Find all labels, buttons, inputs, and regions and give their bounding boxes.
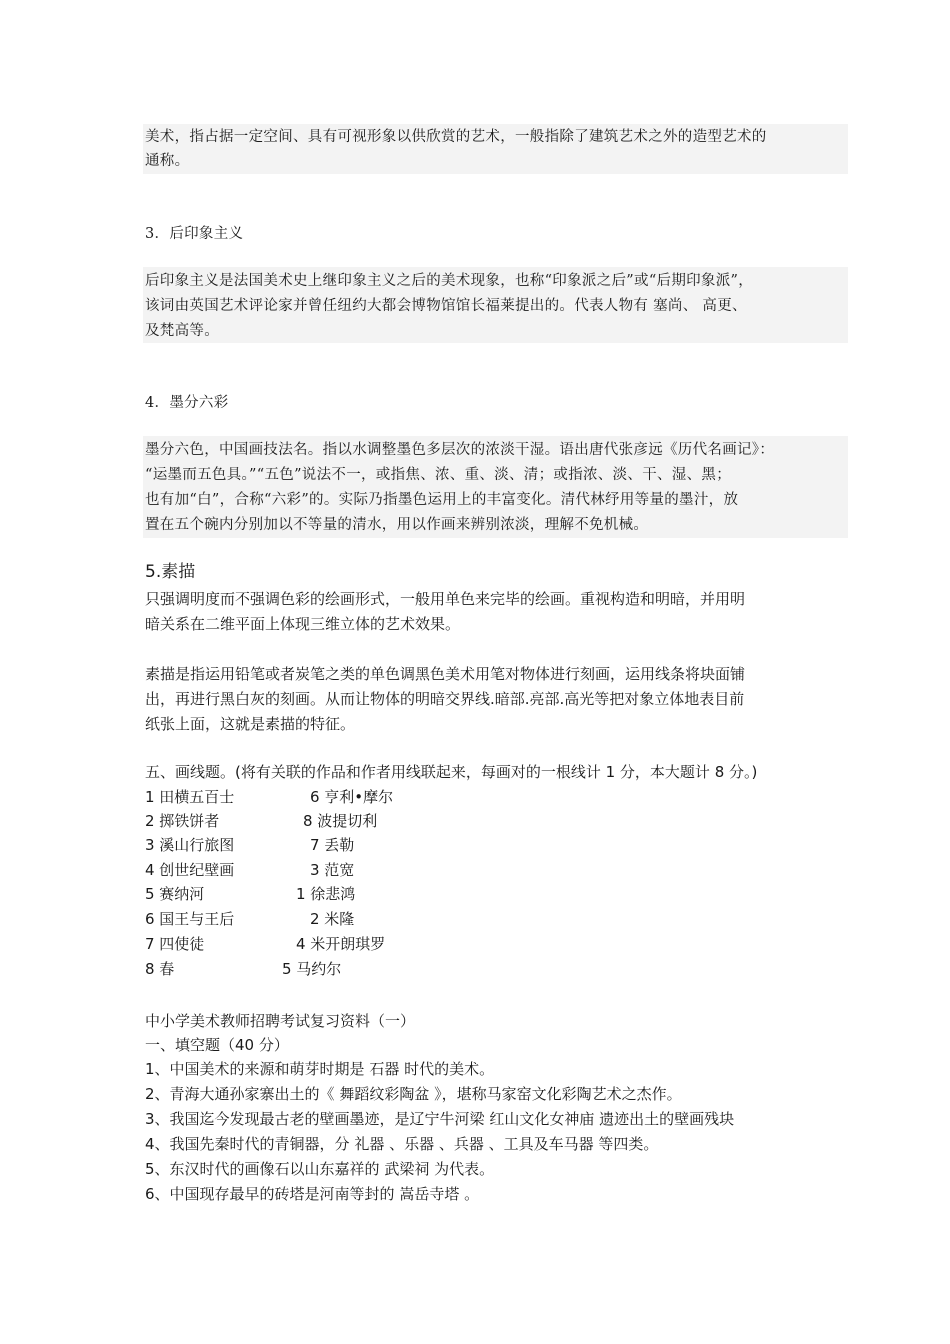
fill-item: 5、东汉时代的画像石以山东嘉祥的 武梁祠 为代表。 [145, 1160, 495, 1178]
fill-item: 4、我国先秦时代的青铜器，分 礼器 、乐器 、兵器 、工具及车马器 等四类。 [145, 1135, 659, 1153]
matching-right: 5 马约尔 [282, 960, 342, 978]
matching-right: 8 波提切利 [303, 812, 378, 830]
paragraph-line: 暗关系在二维平面上体现三维立体的艺术效果。 [145, 615, 461, 633]
question-title: 五、画线题。(将有关联的作品和作者用线联起来，每画对的一根线计 1 分，本大题计 8 分。) [145, 763, 758, 781]
paragraph-line: 纸张上面，这就是素描的特征。 [145, 715, 356, 733]
fill-item: 6、中国现存最早的砖塔是河南等封的 嵩岳寺塔 。 [145, 1185, 480, 1203]
paragraph-line: 只强调明度而不强调色彩的绘画形式，一般用单色来完毕的绘画。重视构造和明暗，并用明 [145, 590, 746, 608]
paragraph-line: 美术，指占据一定空间、具有可视形象以供欣赏的艺术，一般指除了建筑艺术之外的造型艺术的 [145, 129, 767, 145]
paragraph-line: 也有加“白”，合称“六彩”的。实际乃指墨色运用上的丰富变化。清代林纾用等量的墨汁，放 [145, 492, 739, 508]
section-title: 中小学美术教师招聘考试复习资料（一） [145, 1012, 416, 1030]
paragraph-line: 及梵高等。 [145, 323, 219, 339]
paragraph-line: 该词由英国艺术评论家并曾任纽约大都会博物馆馆长福莱提出的。代表人物有 塞尚、 高更、 [145, 298, 747, 314]
paragraph-line: 素描是指运用铅笔或者炭笔之类的单色调黑色美术用笔对物体进行刻画，运用线条将块面铺 [145, 665, 746, 683]
matching-right: 2 米隆 [310, 910, 355, 928]
paragraph-line: 出，再进行黑白灰的刻画。从而让物体的明暗交界线.暗部.亮部.高光等把对象立体地表目前 [145, 690, 745, 708]
paragraph-line: 通称。 [145, 153, 190, 169]
matching-right: 1 徐悲鸿 [296, 885, 356, 903]
section-subtitle: 一、填空题（40 分） [145, 1036, 289, 1054]
matching-right: 6 亨利•摩尔 [310, 788, 394, 806]
matching-left: 4 创世纪壁画 [145, 861, 235, 879]
matching-right: 4 米开朗琪罗 [296, 935, 386, 953]
matching-left: 3 溪山行旅图 [145, 836, 235, 854]
matching-left: 5 赛纳河 [145, 885, 205, 903]
matching-right: 7 丢勒 [310, 836, 355, 854]
matching-left: 1 田横五百士 [145, 788, 235, 806]
fill-item: 3、我国迄今发现最古老的壁画墨迹，是辽宁牛河梁 红山文化女神庙 遗迹出土的壁画残块 [145, 1110, 735, 1128]
paragraph-line: 墨分六色，中国画技法名。指以水调整墨色多层次的浓淡干湿。语出唐代张彦远《历代名画记》： [145, 442, 775, 458]
section-heading: 4．墨分六彩 [145, 395, 229, 411]
matching-left: 6 国王与王后 [145, 910, 235, 928]
matching-left: 8 春 [145, 960, 175, 978]
matching-left: 2 掷铁饼者 [145, 812, 220, 830]
paragraph-line: “运墨而五色具。”“五色”说法不一，或指焦、浓、重、淡、清；或指浓、淡、干、湿、黑； [145, 467, 731, 483]
paragraph-line: 后印象主义是法国美术史上继印象主义之后的美术现象，也称“印象派之后”或“后期印象派”， [145, 273, 754, 289]
matching-right: 3 范宽 [310, 861, 355, 879]
matching-left: 7 四使徒 [145, 935, 205, 953]
section-heading: 3．后印象主义 [145, 226, 244, 242]
fill-item: 2、青海大通孙家寨出土的《 舞蹈纹彩陶盆 》，堪称马家窑文化彩陶艺术之杰作。 [145, 1085, 682, 1103]
paragraph-line: 置在五个碗内分别加以不等量的清水，用以作画来辨别浓淡，理解不免机械。 [145, 517, 649, 533]
fill-item: 1、中国美术的来源和萌芽时期是 石器 时代的美术。 [145, 1060, 495, 1078]
section-heading: 5.素描 [145, 562, 196, 582]
